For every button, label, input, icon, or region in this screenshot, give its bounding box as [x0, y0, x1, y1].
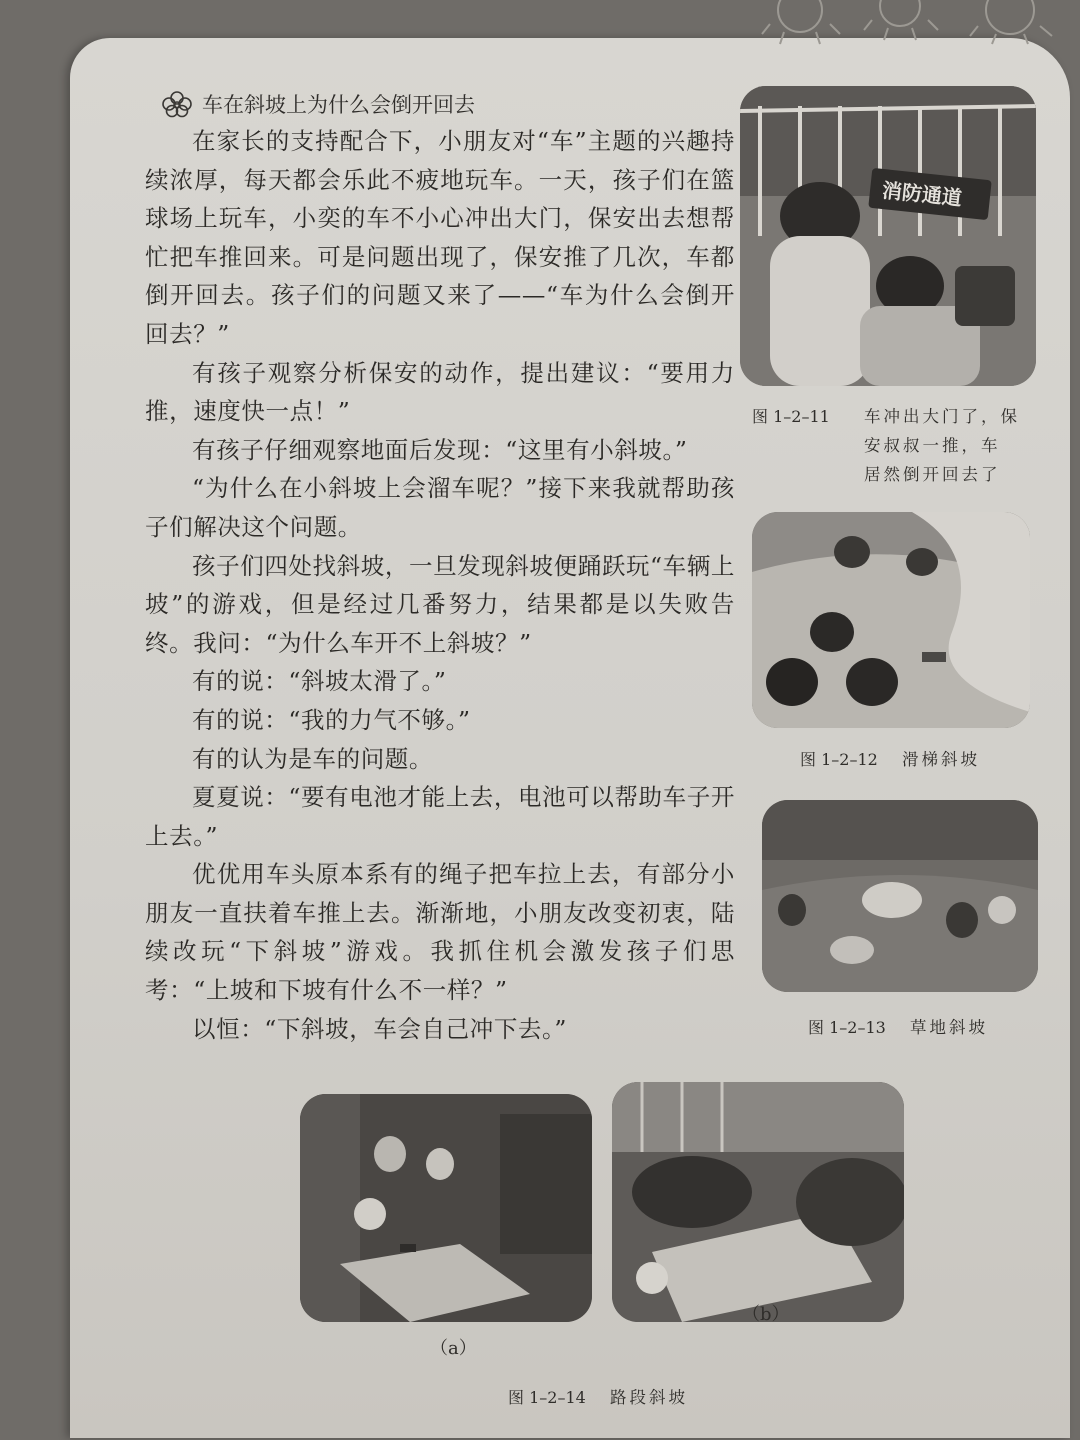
- section-heading: [160, 88, 475, 120]
- figure-1-2-14-caption: [508, 1383, 688, 1412]
- paragraph-8: 有的认为是车的问题。: [192, 744, 433, 773]
- figure-number: 图 1–2–13: [808, 1018, 886, 1037]
- sun-doodle-decoration: [760, 0, 1080, 46]
- fire-lane-sign: 消防通道: [880, 178, 963, 211]
- photo-car-out-of-gate: [740, 86, 1036, 386]
- paragraph-4: “为什么在小斜坡上会溜车呢？”接下来我就帮助孩子们解决这个问题。: [145, 474, 735, 541]
- paragraph-11: 以恒：“下斜坡，车会自己冲下去。”: [192, 1014, 567, 1043]
- caption-text: 草地斜坡: [910, 1018, 988, 1037]
- figure-number: 图 1–2–14: [508, 1388, 586, 1407]
- photo-slide-slope: [752, 512, 1030, 728]
- photo-road-slope-a: [300, 1094, 592, 1322]
- paragraph-3: 有孩子仔细观察地面后发现：“这里有小斜坡。”: [192, 435, 688, 464]
- caption-line-2: 安叔叔一推，车: [864, 436, 1001, 455]
- photo-grass-slope: [762, 800, 1038, 992]
- body-text: [145, 122, 735, 1048]
- figure-number: 图 1–2–12: [800, 750, 878, 769]
- paragraph-10: 优优用车头原本系有的绳子把车拉上去，有部分小朋友一直扶着车推上去。渐渐地，小朋友改变初衷，陆续改玩“下斜坡”游戏。我抓住机会激发孩子们思考：“上坡和下坡有什么不一样？”: [145, 860, 735, 1005]
- caption-text: 路段斜坡: [610, 1388, 688, 1407]
- figure-1-2-12-caption: [800, 745, 980, 774]
- subfigure-label-b: （b）: [742, 1304, 790, 1325]
- subfigure-label-a: （a）: [430, 1338, 477, 1359]
- paragraph-6: 有的说：“斜坡太滑了。”: [192, 667, 447, 696]
- flower-icon: [160, 90, 194, 118]
- figure-number: 图 1–2–11: [752, 407, 830, 426]
- paragraph-9: 夏夏说：“要有电池才能上去，电池可以帮助车子开上去。”: [145, 783, 735, 850]
- figure-1-2-13-caption: [808, 1013, 988, 1042]
- photo-road-slope-b: [612, 1082, 904, 1322]
- caption-line-1: 车冲出大门了，保: [864, 407, 1020, 426]
- paragraph-7: 有的说：“我的力气不够。”: [192, 705, 471, 734]
- caption-text: 滑梯斜坡: [902, 750, 980, 769]
- section-title: 车在斜坡上为什么会倒开回去: [202, 93, 475, 117]
- paragraph-2: 有孩子观察分析保安的动作，提出建议：“要用力推，速度快一点！”: [145, 358, 735, 426]
- paragraph-1: 在家长的支持配合下，小朋友对“车”主题的兴趣持续浓厚，每天都会乐此不疲地玩车。一天，孩子们在篮球场上玩车，小奕的车不小心冲出大门，保安出去想帮忙把车推回来。可是问题出现了，保安推了几次，车都倒开回去。孩子们的问题又来了——“车为什么会倒开回去？”: [145, 127, 735, 348]
- paragraph-5: 孩子们四处找斜坡，一旦发现斜坡便踊跃玩“车辆上坡”的游戏，但是经过几番努力，结果都是以失败告终。我问：“为什么车开不上斜坡？”: [145, 551, 735, 657]
- caption-line-3: 居然倒开回去了: [864, 465, 1001, 484]
